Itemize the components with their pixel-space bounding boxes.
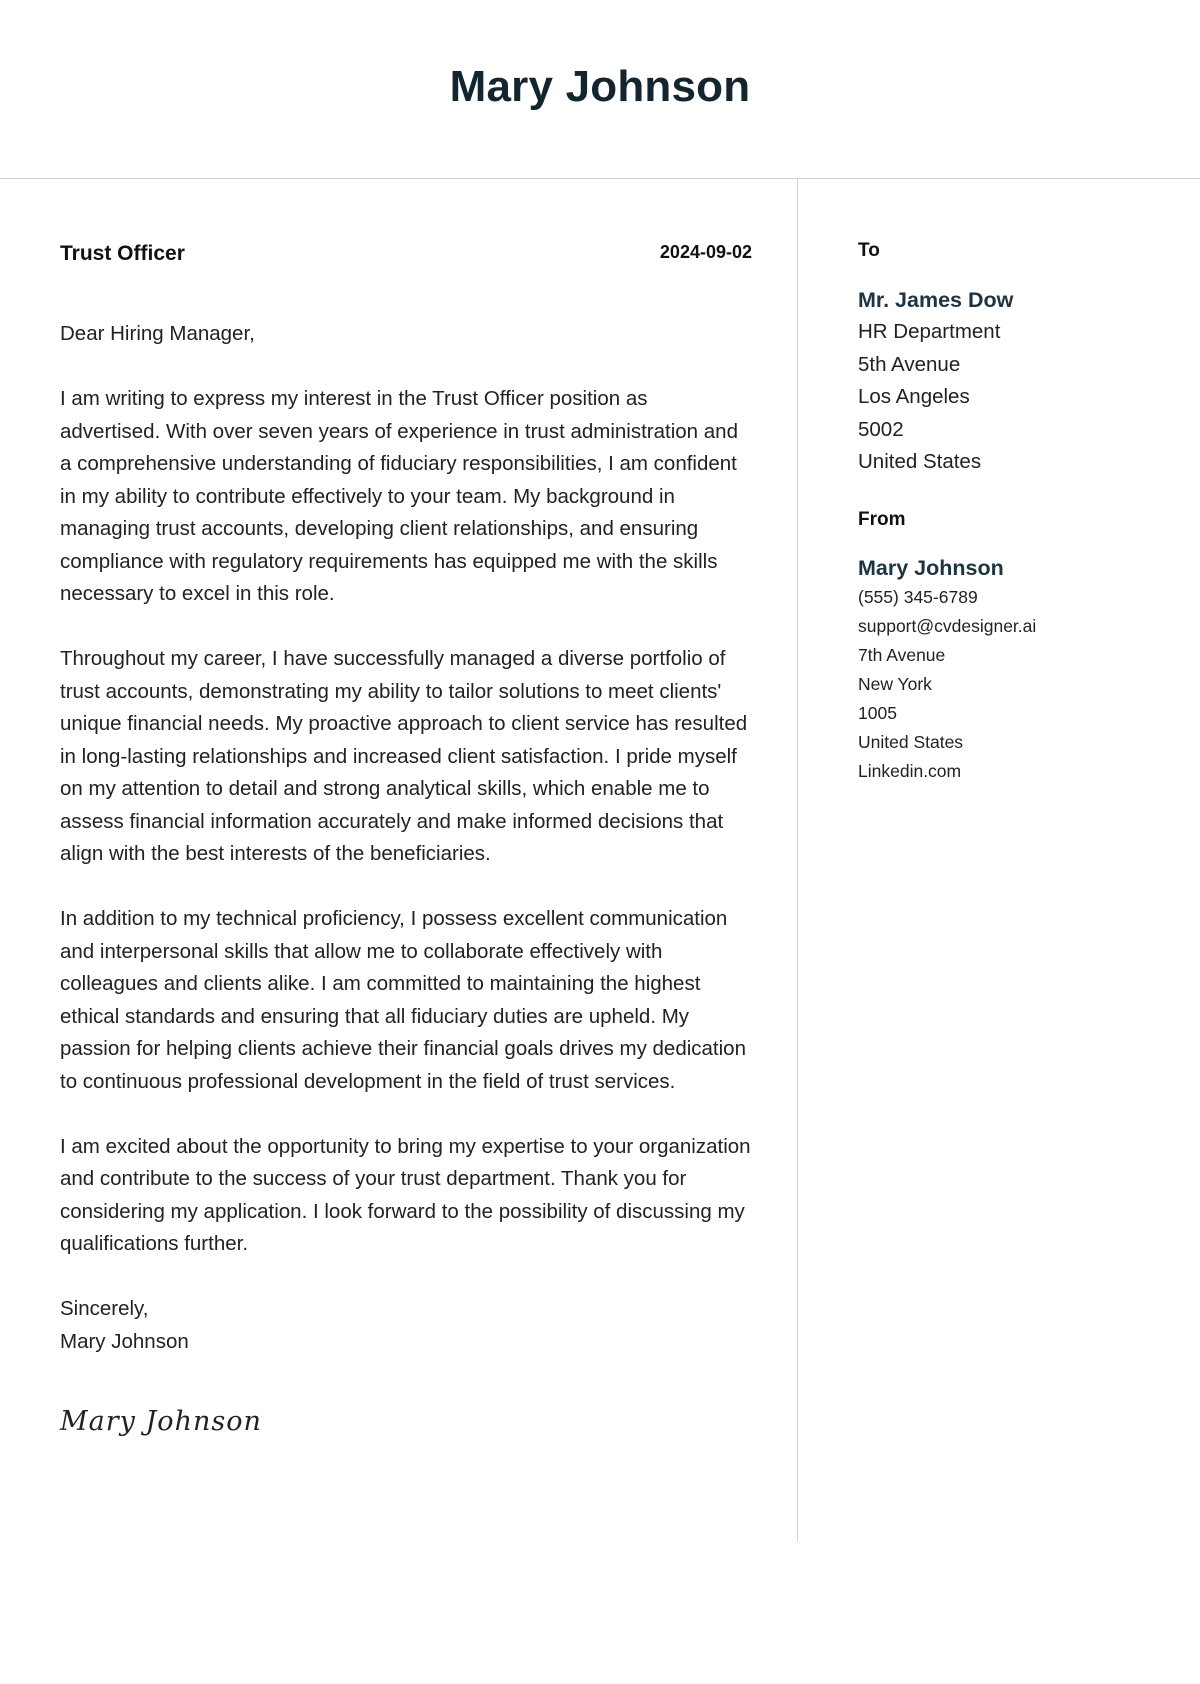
letter-text (60, 318, 752, 1358)
closing: Sincerely, (60, 1297, 149, 1320)
from-label: From (858, 508, 906, 530)
handwritten-signature: Mary Johnson (60, 1406, 262, 1437)
paragraph-4: I am excited about the opportunity to bring my expertise to your organization and contribute to the success of your trust department. Thank you for considering my application. I look forward to the possibility of discussing my qualifications further. (60, 1134, 751, 1255)
address-sidebar (858, 240, 1178, 786)
paragraph-3: In addition to my technical proficiency, I possess excellent communication and interpersonal skills that allow me to collaborate effectively with colleagues and clients alike. I am committed to maintaining the highest ethical standards and ensuring that all fiduciary duties are upheld. My passion for helping clients achieve their financial goals drives my dedication to continuous professional development in the field of trust services. (60, 907, 746, 1093)
recipient-department: HR Department (858, 320, 1001, 343)
column-divider (797, 179, 798, 1541)
to-label: To (858, 240, 880, 261)
recipient-block (858, 240, 1178, 479)
applicant-name: Mary Johnson (449, 62, 751, 111)
sender-website: Linkedin.com (858, 760, 962, 781)
sender-country: United States (858, 731, 964, 752)
sender-postal-code: 1005 (858, 702, 897, 723)
sender-street: 7th Avenue (858, 644, 946, 665)
salutation: Dear Hiring Manager, (60, 322, 255, 345)
recipient-postal-code: 5002 (858, 417, 904, 441)
letter-date: 2024-09-02 (659, 242, 752, 262)
paragraph-1: I am writing to express my interest in the Trust Officer position as advertised. With over seven years of experience in trust administration and a comprehensive understanding of fiduciary responsibilities, I am confident in my ability to contribute effectively to your team. My background in managing trust accounts, developing client relationships, and ensuring compliance with regulatory requirements has equipped me with the skills necessary to excel in this role. (60, 387, 738, 605)
sender-name: Mary Johnson (858, 555, 1004, 580)
sender-email: support@cvdesigner.ai (858, 615, 1037, 636)
letter-header (0, 0, 1200, 179)
sender-block (858, 509, 1178, 786)
sender-phone: (555) 345-6789 (858, 586, 978, 607)
recipient-city: Los Angeles (858, 385, 970, 408)
job-title: Trust Officer (60, 242, 185, 265)
sender-city: New York (858, 673, 932, 694)
recipient-country: United States (858, 450, 982, 473)
closing-name: Mary Johnson (60, 1329, 189, 1353)
paragraph-2: Throughout my career, I have successfully managed a diverse portfolio of trust accounts, demonstrating my ability to tailor solutions to meet clients' unique financial needs. My proactive approach to client service has resulted in long-lasting relationships and increased client satisfaction. I pride myself on my attention to detail and strong analytical skills, which enable me to assess financial information accurately and make informed decisions that align with the best interests of the beneficiaries. (60, 647, 748, 865)
recipient-name: Mr. James Dow (858, 288, 1014, 312)
recipient-street: 5th Avenue (858, 352, 961, 376)
